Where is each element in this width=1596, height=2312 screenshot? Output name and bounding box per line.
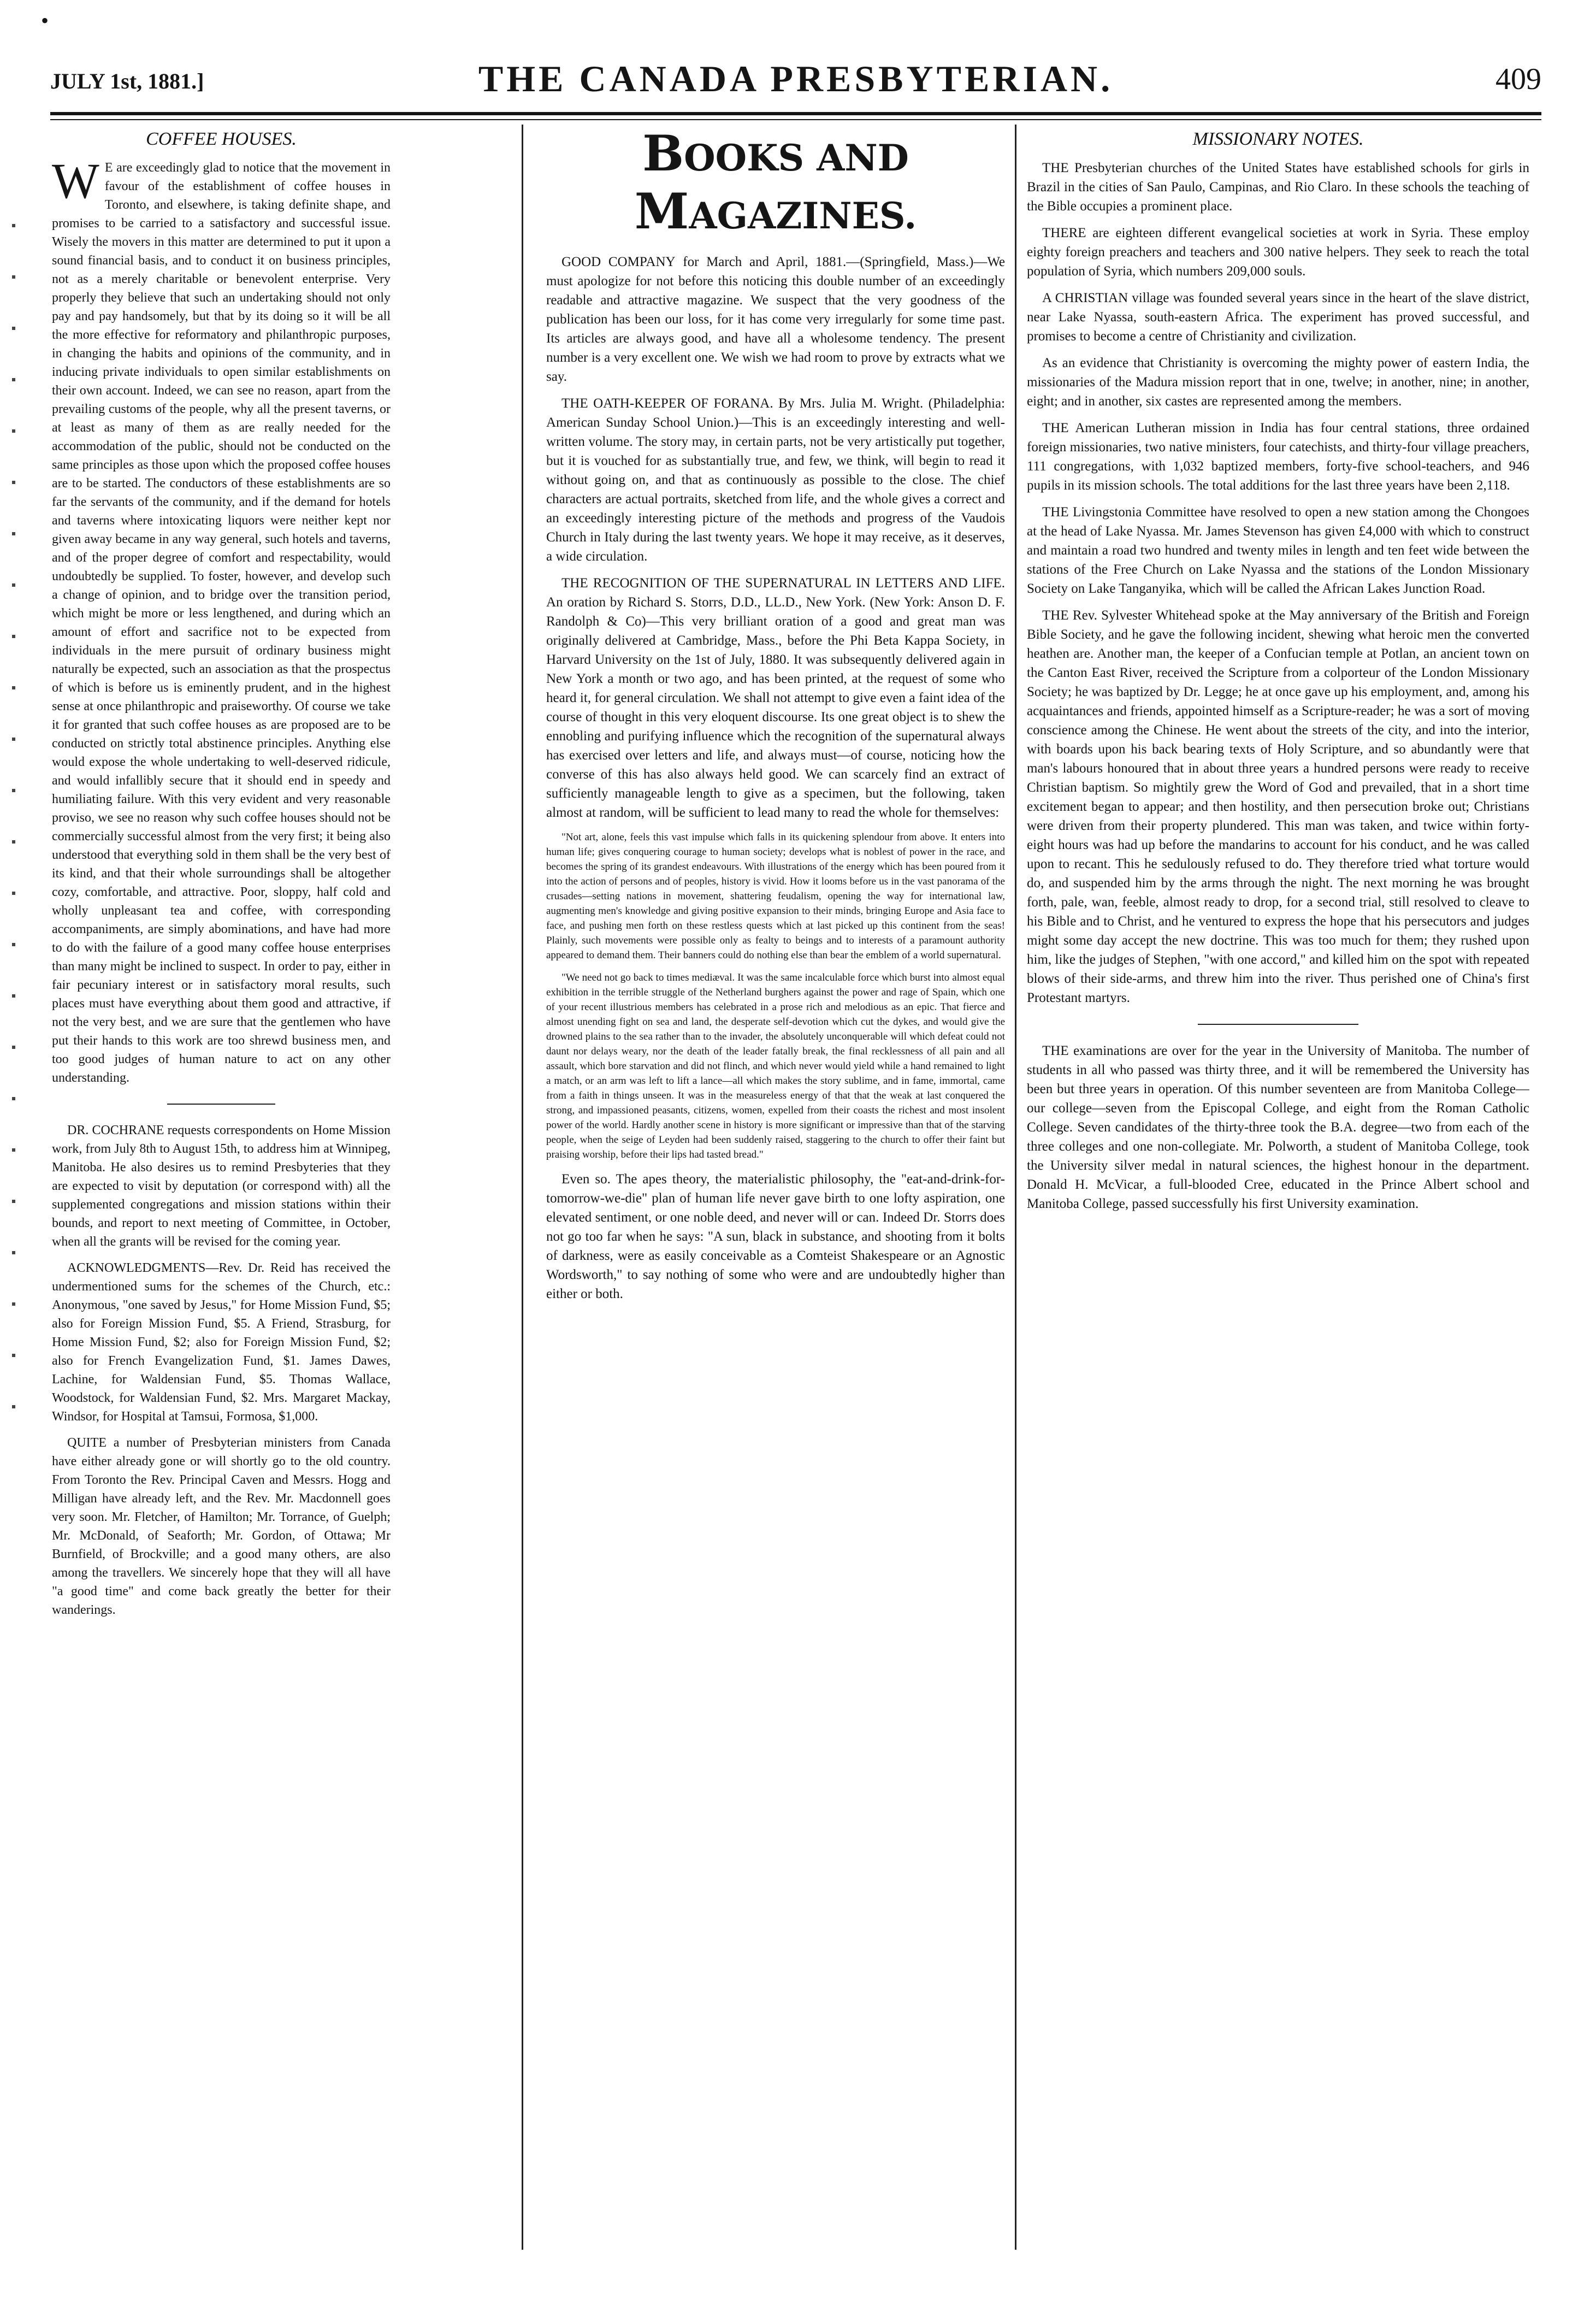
review-text: for March and April, 1881.—(Springfield, Mass.)—We must apologize for not before this noticing this double number of an exceedingly readable and attractive magazine. We suspect that the very goodness of the publication has been our loss, for it has come very irregularly for some time past. Its articles are always good, and have all a wholesome tendency. The present number is a very excellent one. We wish we had room to prove by extracts what we say. (546, 255, 1005, 384)
manitoba-notice: THE examinations are over for the year in the University of Manitoba. The number of students in all who passed was thirty three, and it will be remembered the University has been but three years in operation. Of this number seventeen are from Manitoba College—our college—seven from the Episcopal College, and eight from the Roman Catholic College. Seven candidates of the thirty-three took the B.A. degree—two from each of the three colleges and one non-collegiate. Mr. Polworth, a student of Manitoba College, took the University silver medal in natural sciences, the highest honour in the department. Donald H. McVicar, a full-blooded Cree, educated in the Prince Albert school and Manitoba College, passed successfully his first University examination. (1027, 1043, 1529, 1211)
review-title: GOOD COMPANY (561, 255, 676, 269)
missionary-note: A CHRISTIAN village was founded several years since in the heart of the slave district, near Lake Nyassa, south-eastern Africa. The experiment has proved successful, and promises to become a centre of Christianity and civilization. (1027, 291, 1529, 344)
acknowledgments-lead: ACKNOWLEDGMENTS (67, 1261, 206, 1275)
coffee-houses-text: E are exceedingly glad to notice that the movement in favour of the establishment of coffee houses in Toronto, and elsewhere, is taking definite shape, and promises to be carried to a satisfactory and successful issue. Wisely the movers in this matter are determined to put it upon a sound financial basis, and to conduct it on business principles, not as a merely charitable or benevolent enterprise. Very properly they believe that such an undertaking should not only pay and pay handsomely, but that by its doing so it will be all the more effective for reformatory and philanthropic purposes, in changing the habits and opinions of the community, and in inducing private individuals to open similar establishments on their own account. Indeed, we can see no reason, apart from the prevailing customs of the people, why all the present taverns, or at least as many of them as are really needed for the accommodation of the public, should not be conducted on the same principles as those upon which the proposed coffee houses are to be started. The conductors of these establishments are so far the servants of the community, and if the demand for hotels and taverns where intoxicating liquors were neither kept nor given away became in any way general, such hotels and taverns, and of the proper degree of comfort and respectability, would undoubtedly be supplied. To foster, however, and develop such a change of opinion, and to bridge over the transition period, which might be more or less lengthened, and during which an amount of effort and sacrifice not to be expected from individuals in the mere pursuit of ordinary business might naturally be expected, such an association as that the prospectus of which is before us is eminently prudent, and in the highest sense at once philanthropic and praiseworthy. Of course we take it for granted that such coffee houses as are proposed are to be conducted on strictly total abstinence principles. Anything else would expose the whole undertaking to well-deserved ridicule, and would infallibly secure that it should end in speedy and humiliating failure. With this very evident and very reasonable proviso, we see no reason why such coffee houses should not be commercially successful almost from the very first; it being also understood that everything sold in them shall be the very best of its kind, and that their whole surroundings shall be altogether cozy, comfortable, and attractive. Poor, sloppy, half cold and wholly unpleasant tea and coffee, with corresponding accompaniments, are simply abominations, and have had more to do with the failure of a good many coffee house enterprises than many might be inclined to suspect. In order to pay, either in fair pecuniary interest or in satisfactory moral results, such places must have everything about them good and attractive, if not the very best, and we are sure that the gentlemen who have put their hands to this work are too shrewd business men, and too good judges of human nature to act on any other understanding. (52, 161, 391, 1085)
review-good-company (546, 252, 1005, 386)
missionary-note: As an evidence that Christianity is overcoming the mighty power of eastern India, the missionaries of the Madura mission report that in one, twelve; in another, nine; in another, eight; and in another, six castes are represented among the members. (1027, 356, 1529, 409)
section-divider (167, 1104, 275, 1105)
issue-date: JULY 1st, 1881.] (50, 69, 204, 93)
margin-marks (8, 224, 21, 1497)
print-mark: • (41, 8, 49, 33)
review-text: An oration by Richard S. Storrs, D.D., LL.D., New York. (New York: Anson D. F. Randolph & Co)—This very brilliant oration of a good and great man was originally delivered at Cambridge, Mass., before the Phi Beta Kappa Society, in Harvard University on the 1st of July, 1880. It was subsequently delivered again in New York a month or two ago, and has been printed, at the request of some who heard it, for general circulation. We shall not attempt to give even a faint idea of the course of thought in this very eloquent discourse. Its one great object is to shew the ennobling and purifying influence which the recognition of the supernatural always has exercised over letters and life, and always must—of course, noticing how the converse of this has also always held good. We can scarcely find an extract of sufficiently manageable length to give as a specimen, but the following, taken almost at random, will be sufficient to lead many to read the whole for themselves: (546, 595, 1005, 820)
coffee-houses-heading: COFFEE HOUSES. (146, 129, 297, 149)
coffee-houses-article (52, 153, 391, 1087)
cochrane-text: requests correspondents on Home Mission work, from July 8th to August 15th, to address him at Winnipeg, Manitoba. He also desires us to remind Presbyteries that they are expected to visit by deputation (or correspond with) all the supplemented congregations and mission stations within their bounds, and report to next meeting of Committee, in October, when all the grants will be revised for the coming year. (52, 1123, 391, 1249)
acknowledgments-notice (52, 1259, 391, 1426)
section-divider (1198, 1024, 1358, 1025)
masthead-rule (50, 112, 1541, 115)
review-title: THE RECOGNITION OF THE SUPERNATURAL IN LETTERS AND LIFE. (561, 576, 1005, 591)
review-recognition (546, 574, 1005, 822)
acknowledgments-text: —Rev. Dr. Reid has received the undermentioned sums for the schemes of the Church, etc.: Anonymous, "one saved by Jesus," for Home Mission Fund, $5; also for Foreign Mission Fund, $5. A Friend, Strasburg, for Home Mission Fund, $2; also for Foreign Mission Fund, $2; also for French Evangelization Fund, $1. James Dawes, Lachine, for Waldensian Fund, $5. Thomas Wallace, Woodstock, for Waldensian Fund, $2. Mrs. Margaret Mackay, Windsor, for Hospital at Tamsui, Formosa, $1,000. (52, 1261, 391, 1424)
quoted-extract-2: "We need not go back to times mediæval. It was the same incalculable force which burst into almost equal exhibition in the terrible struggle of the Netherland burghers against the power and rage of Spain, which one of your recent illustrious members has celebrated in a prose rich and melodious as an epic. That fierce and almost unending fight on sea and land, the desperate self-devotion which cut the dykes, and would give the drowned plains to the sea rather than to the invader, the absolutely unconquerable will which defeat could not daunt nor delays weary, nor the death of the leader fatally break, the final recklessness of all pain and all assault, which bore starvation and did not flinch, and which never would yield while a hand remained to light a match, or an arm was left to lift a lance—all which makes the story sublime, and in fame, immortal, came from a faith in things unseen. It was in the measureless energy of that that the weak at last conquered the strong, and impassioned peasants, citizens, women, expelled from their coasts the richest and most insolent power of the world. Hardly another scene in history is more significant or impressive than that of the starving people, when the seige of Leyden had been suddenly raised, staggering to the church to offer their faint but praising worship, before their lips had tasted bread." (546, 972, 1005, 1160)
missionary-notes-heading: MISSIONARY NOTES. (1192, 129, 1364, 149)
column-left (52, 125, 391, 2250)
missionary-note: THERE are eighteen different evangelical societies at work in Syria. These employ eighty foreign preachers and teachers and 300 native helpers. They seek to reach the total population of Syria, which numbers 209,000 souls. (1027, 226, 1529, 279)
drop-cap: W (52, 153, 99, 209)
masthead-rule-thin (50, 119, 1541, 120)
review-closing: Even so. The apes theory, the materialistic philosophy, the "eat-and-drink-for-tomorrow-we-die" plan of human life never gave birth to one lofty aspiration, one elevated sentiment, or one noble deed, and never will or can. Indeed Dr. Storrs does not go too far when he says: "A sun, black in substance, and shooting from it bolts of darkness, were as easily conceivable as a Comteist Shakespeare or an Agnostic Wordsworth," to say nothing of some who were and are undoubtedly higher than either or both. (546, 1172, 1005, 1301)
ministers-lead: QUITE (67, 1436, 107, 1450)
cochrane-lead: DR. COCHRANE (67, 1123, 164, 1137)
column-rule-1 (522, 125, 523, 2250)
ministers-text: a number of Presbyterian ministers from Canada have either already gone or will shortly go to the old country. From Toronto the Rev. Principal Caven and Messrs. Hogg and Milligan have already left, and the Rev. Mr. Macdonnell goes very soon. Mr. Fletcher, of Hamilton; Mr. Torrance, of Guelph; Mr. McDonald, of Seaforth; Mr. Gordon, of Ottawa; Mr Burnfield, of Brockville; and a good many others, are also among the travellers. We sincerely hope that they will all have "a good time" and come back greatly the better for their wanderings. (52, 1436, 391, 1617)
page-number: 409 (1495, 62, 1541, 96)
column-middle (546, 125, 1005, 2250)
review-title: THE OATH-KEEPER OF FORANA. (561, 396, 773, 411)
missionary-note: THE Rev. Sylvester Whitehead spoke at the May anniversary of the British and Foreign Bible Society, and he gave the following incident, shewing what heroic men the converted heathen are. Another man, the keeper of a Confucian temple at Potlan, an ancient town on the Canton East River, received the Scripture from a colporteur of the London Missionary Society; he was baptized by Dr. Legge; he at once gave up his employment, and, among his acquaintances and friends, appointed himself as a Scripture-reader; he was a sort of moving conscience among the Chinese. He went about the streets of the city, and into the interior, with boards upon his back bearing texts of Holy Scripture, and so abundantly were that man's labours honoured that in about three years a hundred persons were ready to receive Christian baptism. So mightily grew the Word of God and prevailed, that in a short time excitement began to appear; and then hostility, and then persecution broke out; Christians were driven from their property plundered. This man was taken, and twice within forty-eight hours was had up before the mandarins to account for his conduct, and he was called upon to recant. This he sedulously refused to do. They therefore tried what torture would do, and suspended him by the arms through the night. The next morning he was brought forth, pale, wan, feeble, almost ready to drop, for a second trial, still resolved to cleave to his Bible and to Christ, and he ventured to express the hope that his persecutors and judges might some day accept the new doctrine. This was too much for them; they rushed upon him, like the judges of Stephen, "with one accord," and killed him on the spot with repeated blows of their side-arms, and threw him into the river. Thus perished one of China's first Protestant martyrs. (1027, 608, 1529, 1005)
missionary-note: THE Presbyterian churches of the United States have established schools for girls in Brazil in the cities of San Paulo, Campinas, and Rio Claro. In these schools the teaching of the Bible occupies a prominent place. (1027, 161, 1529, 214)
review-oath-keeper (546, 394, 1005, 566)
column-rule-2 (1015, 125, 1016, 2250)
books-and-magazines-heading: BOOKS AND MAGAZINES. (634, 125, 917, 240)
cochrane-notice (52, 1121, 391, 1251)
quoted-extract-1: "Not art, alone, feels this vast impulse which falls in its quickening splendour from above. It enters into human life; gives conquering courage to human society; develops what is noblest of power in the race, and becomes the spring of its grandest endeavours. With illustrations of the energy which has been poured from it into the action of persons and of peoples, history is vivid. How it looms before us in the vast panorama of the crusades—setting nations in movement, shattering feudalism, opening the way for international law, augmenting men's knowledge and giving positive expansion to their minds, bringing Europe and Asia face to face, and pushing men forth on these restless quests which at last picked up this continent from the seas! Plainly, such movements were possible only as fealty to beings and to interests of a paramount authority appeared to demand them. Their banners could do nothing else than bear the emblem of a world supernatural. (546, 831, 1005, 961)
masthead (50, 52, 1541, 112)
review-text: By Mrs. Julia M. Wright. (Philadelphia: American Sunday School Union.)—This is an exceedingly interesting and well-written volume. The story may, in certain parts, not be very artistically put together, but it is vouched for as substantially true, and few, we think, will begin to read it without going on, and that as continuously as possible to the close. The chief characters are actual portraits, sketched from life, and the whole gives a correct and an exceedingly interesting picture of the methods and progress of the Vaudois Church in Italy during the last twenty years. We hope it may receive, as it deserves, a wide circulation. (546, 396, 1005, 564)
missionary-note: THE American Lutheran mission in India has four central stations, three ordained foreign missionaries, two native ministers, four catechists, and thirty-four village preachers, 111 congregations, with 1,032 baptized members, forty-five school-teachers, and 946 pupils in its mission schools. The total additions for the last three years have been 2,118. (1027, 421, 1529, 493)
column-right (1027, 125, 1529, 2250)
publication-title: THE CANADA PRESBYTERIAN. (478, 58, 1114, 99)
missionary-note: THE Livingstonia Committee have resolved to open a new station among the Chongoes at the head of Lake Nyassa. Mr. James Stevenson has given £4,000 with which to construct and maintain a road two hundred and twenty miles in length and ten feet wide between the stations of the Free Church on Lake Nyassa and the stations of the London Missionary Society on Lake Tanganyika, which will be called the African Lakes Junction Road. (1027, 505, 1529, 596)
ministers-notice (52, 1434, 391, 1619)
